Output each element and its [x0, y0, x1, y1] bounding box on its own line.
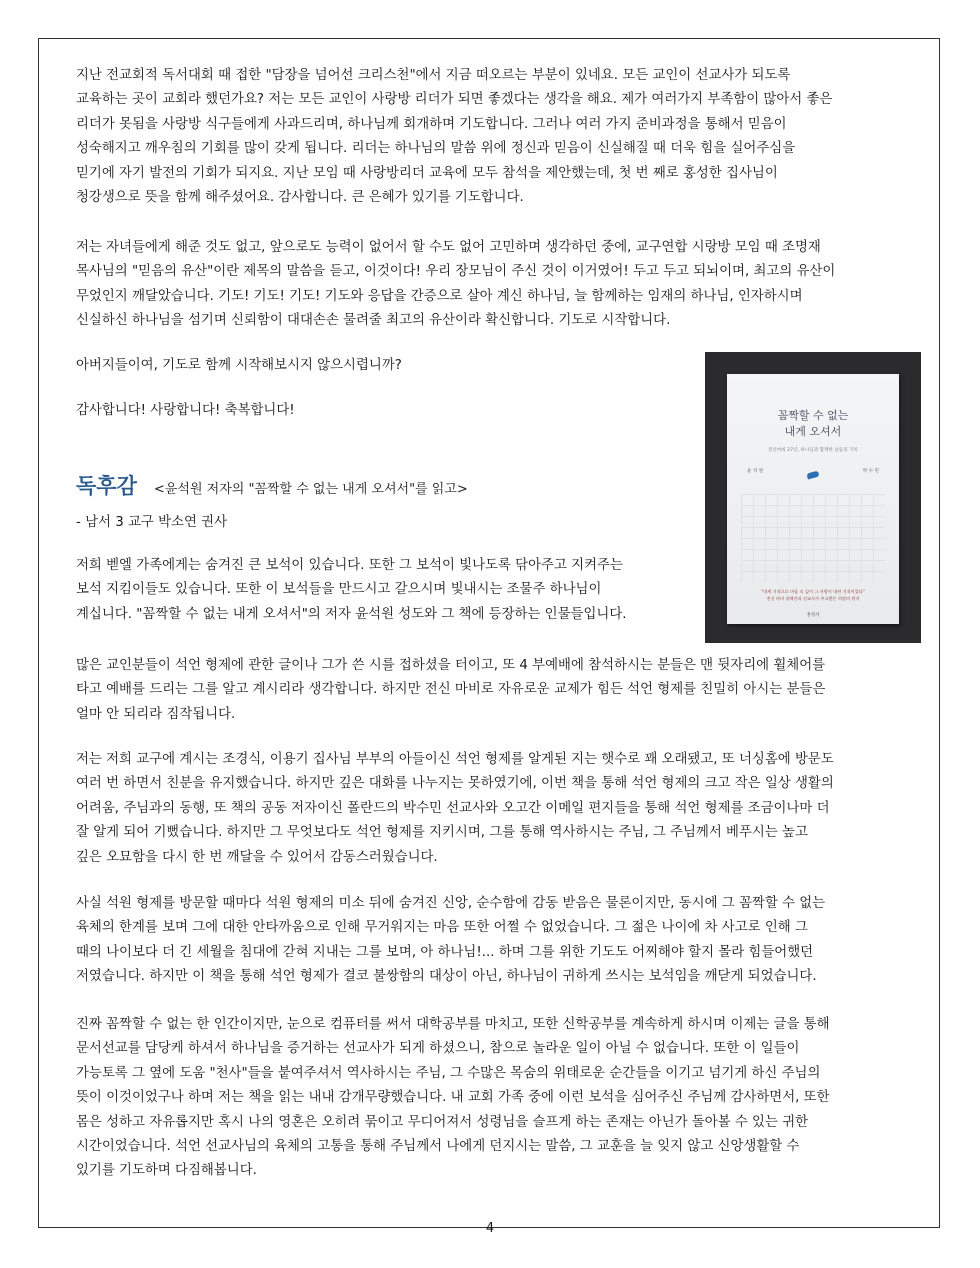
cover-subtitle: 전신마비 27년, 하나님과 함께한 날들의 기록 — [767, 448, 859, 453]
text-line: 목사님의 "믿음의 유산"이란 제목의 말씀을 듣고, 이것이다! 우리 장모님이 주신 것이 이거였어! 두고 두고 되뇌이며, 최고의 유산이 — [76, 264, 836, 280]
text-line: 지난 전교회적 독서대회 때 접한 "담장을 넘어선 크리스천"에서 지금 떠오르는 부분이 있네요. 모든 교인이 선교사가 되도록 — [76, 68, 791, 83]
text-line: 믿기에 자기 발전의 기회가 되지요. 지난 모임 때 사랑방리더 교육에 모두 참석을 제안했는데, 첫 번 째로 홍성한 집사님이 — [76, 165, 778, 181]
heading-title: 독후감 — [76, 474, 137, 498]
cover-author-right: 박 수 민 — [862, 469, 879, 474]
text-line: 보석 지킴이들도 있습니다. 또한 이 보석들을 만드시고 갈으시며 빛내시는 조물주 하나님이 — [76, 582, 602, 598]
text-line: 사실 석원 형제를 방문할 때마다 석원 형제의 미소 뒤에 숨겨진 신앙, 순수함에 감동 받음은 물론이지만, 동시에 그 꼼짝할 수 없는 — [76, 896, 826, 911]
text-line: 성숙해지고 깨우침의 기회를 많이 갖게 됩니다. 리더는 하나님의 말씀 위에 정신과 믿음이 신실해질 때 더욱 힘을 실어주심을 — [76, 141, 796, 157]
text-line: 저희 벧엘 가족에게는 숨겨진 큰 보석이 있습니다. 또한 그 보석이 빛나도록 닦아주고 지켜주는 — [76, 558, 623, 573]
feather-icon — [806, 471, 819, 480]
text-line: 저는 저희 교구에 계시는 조경식, 이용기 집사님 부부의 아들이신 석언 형제를 알게된 지는 햇수로 꽤 오래됐고, 또 너싱홈에 방문도 — [76, 752, 834, 767]
text-line: 무었인지 깨달았습니다. 기도! 기도! 기도! 기도와 응답을 간증으로 살아 계신 하나님, 늘 함께하는 임재의 하나님, 인자하시며 — [76, 288, 803, 304]
paragraph-reflection — [76, 1013, 922, 1184]
text-line: 신실하신 하나님을 섬기며 신뢰함이 대대손손 물려줄 최고의 유산이라 확신합니다. 기도로 시작합니다. — [76, 313, 671, 329]
book-cover — [727, 374, 899, 624]
text-line: 타고 예배를 드리는 그를 알고 계시리라 생각합니다. 하지만 전신 마비로 자유로운 교제가 힘든 석언 형제를 친밀히 아시는 분들은 — [76, 682, 826, 698]
text-line: 교육하는 곳이 교회라 했던가요? 저는 모든 교인이 사랑방 리더가 되면 좋겠다는 생각을 해요. 제가 여러가지 부족함이 많아서 좋은 — [76, 92, 833, 108]
page-number: 4 — [485, 1221, 495, 1236]
text-line: 잘 알게 되어 기뻤습니다. 하지만 그 무엇보다도 석언 형제를 지키시며, 그를 통해 역사하시는 주님, 그 주님께서 베푸시는 높고 — [76, 825, 808, 841]
fathers-invitation: 아버지들이여, 기도로 함께 시작해보시지 않으시렵니까? — [76, 358, 402, 373]
paragraph-legacy-of-faith — [76, 236, 922, 334]
cover-title-line1: 꼼짝할 수 없는 — [777, 409, 849, 422]
text-line: 많은 교인분들이 석언 형제에 관한 글이나 그가 쓴 시를 접하셨을 터이고, 또 4 부예배에 참석하시는 분들은 맨 뒷자리에 휠체어를 — [76, 658, 826, 673]
paragraph-acquaintance — [76, 748, 922, 870]
paragraph-reading-contest — [76, 64, 922, 210]
text-line: 뜻이 이것이었구나 하며 저는 책을 읽는 내내 감개무량했습니다. 내 교회 가족 중에 이런 보석을 심어주신 주님께 감사하면서, 또한 — [76, 1090, 830, 1106]
text-line: 여러 번 하면서 친분을 유지했습니다. 하지만 깊은 대화를 나누지는 못하였기에, 이번 책을 통해 석언 형제의 크고 작은 일상 생활의 — [76, 776, 834, 792]
book-report-heading — [76, 470, 468, 500]
text-line: 가능토록 그 옆에 도움 "천사"들을 붙여주셔서 역사하시는 주님, 그 수많은 목숨의 위태로운 순간들을 이기고 넘기게 하신 주님의 — [76, 1065, 821, 1081]
cover-publisher: 홍성사 — [806, 613, 820, 618]
text-line: 때의 나이보다 더 긴 세월을 침대에 갇혀 지내는 그를 보며, 아 하나님!... 하며 그를 위한 기도도 어찌해야 할지 몰라 힘들어했던 — [76, 944, 814, 960]
text-line: 문서선교를 담당케 하셔서 하나님을 증거하는 선교사가 되게 하셨으니, 참으로 놀라운 일이 아닐 수 없습니다. 또한 이 일들이 — [76, 1041, 800, 1057]
paragraph-congregation — [76, 654, 922, 727]
text-line: 시간이었습니다. 석언 선교사님의 육체의 고통을 통해 주님께서 나에게 던지시는 말씀, 그 교훈을 늘 잊지 않고 신앙생활할 수 — [76, 1139, 800, 1155]
text-line: 계십니다. "꼼짝할 수 없는 내게 오셔서"의 저자 윤석원 성도와 그 책에 등장하는 인물들입니다. — [76, 606, 627, 622]
text-line: 저는 자녀들에게 해준 것도 없고, 앞으로도 능력이 없어서 할 수도 없어 고민하며 생각하던 중에, 교구연합 시랑방 모임 때 조명재 — [76, 240, 821, 255]
text-line: 진짜 꼼짝할 수 없는 한 인간이지만, 눈으로 컴퓨터를 써서 대학공부를 마치고, 또한 신학공부를 계속하게 하시며 이제는 글을 통해 — [76, 1017, 830, 1032]
text-line: 어려움, 주님과의 동행, 또 책의 공동 저자이신 폴란드의 박수민 선교사와 오고간 이메일 편지들을 통해 석언 형제를 조금이나마 더 — [76, 800, 830, 816]
text-line: 저였습니다. 하지만 이 책을 통해 석언 형제가 결코 불쌍함의 대상이 아닌, 하나님이 귀하게 쓰시는 보석임을 깨닫게 되었습니다. — [76, 969, 817, 985]
paragraph-visits — [76, 892, 922, 990]
book-cover-photo — [705, 352, 921, 643]
text-line: 깊은 오묘함을 다시 한 번 깨달을 수 있어서 감동스러웠습니다. — [76, 849, 438, 865]
text-line: 얼마 안 되리라 짐작됩니다. — [76, 706, 236, 722]
thanks-line: 감사합니다! 사랑합니다! 축복합니다! — [76, 403, 295, 418]
cover-title-line2: 내게 오셔서 — [784, 425, 842, 438]
cover-author-left: 윤 석 원 — [747, 469, 764, 474]
keyboard-illustration — [741, 494, 885, 582]
cover-blurb-line2: 전신 마비 장애인과 선교사가 주고받은 희망의 편지 — [766, 596, 860, 601]
cover-blurb — [727, 588, 899, 602]
text-line: 있기를 기도하며 다짐해봅니다. — [76, 1163, 257, 1179]
text-line: 육체의 한계를 보며 그에 대한 안타까움으로 인해 무거워지는 마음 또한 어쩔 수 없었습니다. 그 젊은 나이에 차 사고로 인해 그 — [76, 920, 808, 936]
text-line: 청강생으로 뜻을 함께 해주셨어요. 감사합니다. 큰 은혜가 있기를 기도합니다. — [76, 190, 524, 206]
text-line: 몸은 성하고 자유롭지만 혹시 나의 영혼은 오히려 묶이고 무디어져서 성령님을 슬프게 하는 존재는 아닌가 돌아볼 수 있는 귀한 — [76, 1114, 809, 1130]
paragraph-hidden-jewel — [76, 554, 686, 627]
author-byline: - 남서 3 교구 박소연 권사 — [76, 515, 228, 530]
cover-blurb-line1: "내게 기적으로 마음 속 깊이 그 사랑이 내린 기적이었다" — [761, 589, 865, 594]
text-line: 리더가 못됨을 사랑방 식구들에게 사과드리며, 하나님께 회개하며 기도합니다. 그러나 여러 가지 준비과정을 통해서 믿음이 — [76, 116, 787, 132]
heading-subtitle: <윤석원 저자의 "꼼짝할 수 없는 내게 오셔서"를 읽고> — [153, 482, 468, 497]
